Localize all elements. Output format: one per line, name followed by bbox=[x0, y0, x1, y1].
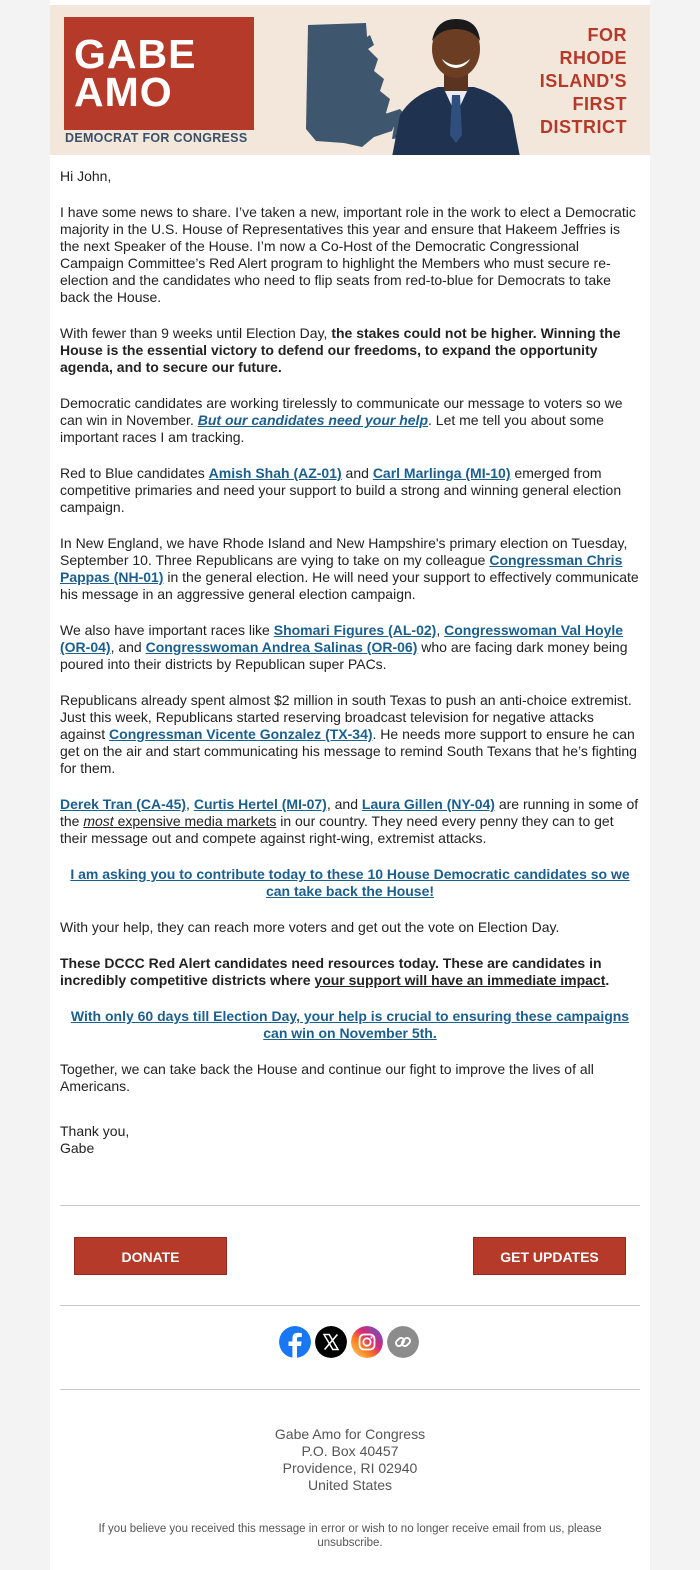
candidate-link-curtis-hertel[interactable]: Curtis Hertel (MI-07) bbox=[193, 796, 327, 812]
cta-paragraph bbox=[60, 1008, 640, 1042]
candidate-link-derek-tran[interactable]: Derek Tran (CA-45) bbox=[60, 796, 187, 812]
logo-last-name: AMO bbox=[74, 69, 173, 115]
signature-name: Gabe bbox=[60, 1140, 95, 1156]
underlined-text bbox=[83, 813, 276, 829]
text: , bbox=[186, 796, 194, 812]
text: , and bbox=[110, 639, 146, 655]
footer-country: United States bbox=[307, 1477, 393, 1493]
text: Red to Blue candidates bbox=[60, 465, 209, 481]
candidate-link-andrea-salinas[interactable]: Congresswoman Andrea Salinas (OR-06) bbox=[145, 639, 418, 655]
footer-po-box: P.O. Box 40457 bbox=[301, 1443, 399, 1459]
bold-text bbox=[60, 955, 609, 988]
text: are running in some of the bbox=[60, 796, 639, 829]
greeting: Hi John, bbox=[60, 168, 112, 184]
text: . Let me tell you about some important races I am tracking. bbox=[60, 412, 604, 445]
text: emerged from competitive primaries and need your support to build a strong and winning general election campaign. bbox=[60, 465, 622, 515]
paragraph-texas bbox=[60, 692, 640, 777]
paragraph-red-alert bbox=[60, 955, 640, 989]
text: and bbox=[341, 465, 373, 481]
italic-text: most bbox=[83, 813, 114, 829]
candidate-link-chris-pappas[interactable]: Congressman Chris Pappas (NH-01) bbox=[60, 552, 623, 585]
text: These DCCC Red Alert candidates need resources today. These are candidates in incredibly competitive districts where bbox=[60, 955, 602, 988]
text: in our country. They need every penny they can to get their message out and compete against right-wing, extremist attacks. bbox=[60, 813, 614, 846]
footer-city: Providence, RI 02940 bbox=[282, 1460, 418, 1476]
candidate-link-vicente-gonzalez[interactable]: Congressman Vicente Gonzalez (TX-34) bbox=[109, 726, 373, 742]
candidate-link-shomari-figures[interactable]: Shomari Figures (AL-02) bbox=[273, 622, 437, 638]
paragraph-media-markets bbox=[60, 796, 640, 847]
donate-button[interactable]: DONATE bbox=[74, 1237, 227, 1275]
paragraph-candidates bbox=[60, 395, 640, 446]
district-line: FOR bbox=[587, 25, 627, 45]
text: . bbox=[605, 972, 610, 988]
candidate-link-amish-shah[interactable]: Amish Shah (AZ-01) bbox=[208, 465, 342, 481]
text: With fewer than 9 weeks until Election Day, bbox=[60, 325, 332, 341]
bold-text: the stakes could not be higher. Winning the House is the essential victory to defend our freedoms, to expand the opportunity agenda, and to secure our future. bbox=[60, 325, 621, 375]
contribute-link[interactable]: I am asking you to contribute today to these 10 House Democratic candidates so we can take back the House! bbox=[70, 866, 630, 899]
logo-subtitle: DEMOCRAT FOR CONGRESS bbox=[65, 131, 248, 145]
paragraph-reach-voters: With your help, they can reach more voters and get out the vote on Election Day. bbox=[60, 919, 560, 935]
signoff: Thank you, bbox=[60, 1123, 130, 1139]
unsubscribe-note[interactable]: If you believe you received this message in error or wish to no longer receive email from us, please unsubscribe. bbox=[98, 1523, 602, 1549]
logo-name bbox=[74, 31, 197, 115]
email-header-banner bbox=[50, 5, 650, 155]
campaign-logo bbox=[64, 17, 254, 130]
logo-first-name: GABE bbox=[74, 31, 197, 77]
text: , bbox=[436, 622, 445, 638]
signature-block bbox=[60, 1123, 640, 1157]
text: In New England, we have Rhode Island and New Hampshire's primary election on Tuesday, September 10. Three Republicans are vying to take on my colleague bbox=[60, 535, 628, 568]
footer-address bbox=[50, 1426, 650, 1494]
email-body bbox=[60, 168, 640, 1176]
district-line: FIRST bbox=[572, 94, 627, 114]
election-day-link[interactable]: With only 60 days till Election Day, your help is crucial to ensuring these campaigns can win on November 5th. bbox=[70, 1008, 630, 1041]
footer-org: Gabe Amo for Congress bbox=[274, 1426, 426, 1442]
divider bbox=[60, 1205, 640, 1206]
email-page bbox=[50, 0, 650, 1570]
text: expensive media markets bbox=[113, 813, 277, 829]
text: . He needs more support to ensure he can get on the air and start communicating his message to remind South Texans that he’s fighting for them. bbox=[60, 726, 637, 776]
cta-paragraph bbox=[60, 866, 640, 900]
text: Democratic candidates are working tirelessly to communicate our message to voters so we can win in November. bbox=[60, 395, 623, 428]
candidate-link-laura-gillen[interactable]: Laura Gillen (NY-04) bbox=[361, 796, 495, 812]
get-updates-button[interactable]: GET UPDATES bbox=[473, 1237, 626, 1275]
facebook-icon[interactable] bbox=[279, 1326, 311, 1358]
paragraph-red-to-blue bbox=[60, 465, 640, 516]
text: who are facing dark money being poured into their districts by Republican super PACs. bbox=[60, 639, 628, 672]
district-line: RHODE bbox=[559, 48, 627, 68]
link-icon[interactable] bbox=[387, 1326, 419, 1358]
x-icon[interactable] bbox=[315, 1326, 347, 1358]
underlined-text: your support will have an immediate impact bbox=[314, 972, 606, 988]
candidate-link-val-hoyle[interactable]: Congresswoman Val Hoyle (OR-04) bbox=[60, 622, 624, 655]
text: , and bbox=[326, 796, 362, 812]
text: in the general election. He will need your support to effectively communicate his message in an aggressive general election campaign. bbox=[60, 569, 639, 602]
district-tagline bbox=[487, 24, 627, 139]
divider bbox=[60, 1389, 640, 1390]
text: We also have important races like bbox=[60, 622, 274, 638]
donate-link-help[interactable]: But our candidates need your help bbox=[197, 412, 428, 428]
paragraph-dark-money bbox=[60, 622, 640, 673]
district-line: DISTRICT bbox=[540, 117, 627, 137]
paragraph-news: I have some news to share. I’ve taken a new, important role in the work to elect a Democratic majority in the U.S. House of Representatives this year and ensure that Hakeem Jeffries is the next Speaker of the House. I’m now a Co-Host of the Democratic Congressional Campaign Committee’s Red Alert program to highlight the Members who must secure re-election and the candidates who need to flip seats from red-to-blue for Democrats to take back the House. bbox=[60, 204, 636, 305]
paragraph-together: Together, we can take back the House and continue our fight to improve the lives of all Americans. bbox=[60, 1061, 594, 1094]
divider bbox=[60, 1305, 640, 1306]
text: Republicans already spent almost $2 million in south Texas to push an anti-choice extremist. Just this week, Republicans started reserving broadcast television for negative attacks against bbox=[60, 692, 632, 742]
instagram-icon[interactable] bbox=[351, 1326, 383, 1358]
paragraph-stakes bbox=[60, 325, 640, 376]
paragraph-new-england bbox=[60, 535, 640, 603]
district-line: ISLAND'S bbox=[539, 71, 627, 91]
candidate-link-carl-marlinga[interactable]: Carl Marlinga (MI-10) bbox=[372, 465, 511, 481]
